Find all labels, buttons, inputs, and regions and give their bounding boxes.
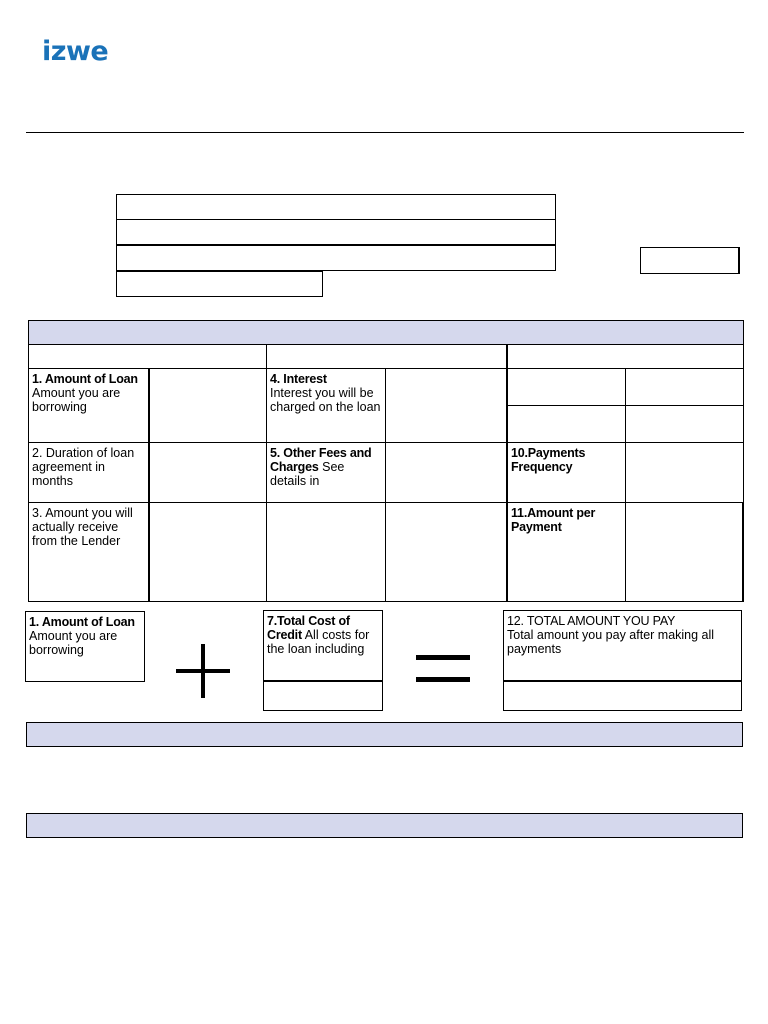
other-fees-title: 5. Other Fees and Charges <box>270 446 372 474</box>
interest-value[interactable] <box>385 368 507 443</box>
amount-receive-label <box>28 502 149 602</box>
info-field-2[interactable] <box>116 219 556 245</box>
other-fees-label <box>266 442 386 503</box>
other-fees-desc: See details in <box>270 460 345 488</box>
loan-table-header-band <box>28 320 744 345</box>
section-band-3 <box>26 813 743 838</box>
col3-row1b-left[interactable] <box>506 405 626 443</box>
info-field-3[interactable] <box>116 245 556 271</box>
amount-receive-desc: 3. Amount you will actually receive from the Lender <box>32 506 133 548</box>
summary-amount-of-loan-title: 1. Amount of Loan <box>29 615 135 629</box>
section-band-2 <box>26 722 743 747</box>
column-header-2 <box>266 344 507 369</box>
summary-total-pay-desc: Total amount you pay after making all payments <box>507 628 715 656</box>
col3-row1b-right[interactable] <box>625 405 744 443</box>
amount-of-loan-title: 1. Amount of Loan <box>32 372 138 386</box>
amount-of-loan-value[interactable] <box>148 368 267 443</box>
equals-sign-icon <box>416 655 470 685</box>
summary-total-pay-value[interactable] <box>503 681 742 711</box>
amount-of-loan-desc: Amount you are borrowing <box>32 386 121 414</box>
summary-total-pay-title: 12. TOTAL AMOUNT YOU PAY <box>507 614 676 628</box>
summary-total-cost-desc: All costs for the loan including <box>267 628 370 656</box>
duration-label <box>28 442 149 503</box>
summary-amount-of-loan <box>25 611 145 682</box>
info-field-4[interactable] <box>116 271 323 297</box>
summary-total-cost <box>263 610 383 681</box>
summary-total-pay <box>503 610 742 681</box>
interest-title: 4. Interest <box>270 372 327 386</box>
payments-frequency-value[interactable] <box>625 442 744 503</box>
header-divider <box>26 132 744 133</box>
summary-total-cost-title: 7.Total Cost of Credit <box>267 614 350 642</box>
col3-row1a-right[interactable] <box>625 368 744 406</box>
izwe-logo: izwe <box>42 36 109 67</box>
column-header-3 <box>506 344 744 369</box>
payments-frequency-title: 10.Payments Frequency <box>511 446 586 474</box>
interest-label <box>266 368 386 443</box>
plus-sign-icon <box>176 644 230 698</box>
info-field-1[interactable] <box>116 194 556 220</box>
duration-value[interactable] <box>148 442 267 503</box>
interest-desc: Interest you will be charged on the loan <box>270 386 381 414</box>
amount-per-payment-value[interactable] <box>625 502 744 602</box>
amount-per-payment-title: 11.Amount per Payment <box>511 506 596 534</box>
summary-total-cost-value[interactable] <box>263 681 383 711</box>
row3-col2-right[interactable] <box>385 502 507 602</box>
summary-amount-of-loan-desc: Amount you are borrowing <box>29 629 118 657</box>
amount-receive-value[interactable] <box>148 502 267 602</box>
other-fees-value[interactable] <box>385 442 507 503</box>
column-header-1 <box>28 344 267 369</box>
row3-col2-left[interactable] <box>266 502 386 602</box>
duration-desc: 2. Duration of loan agreement in months <box>32 446 135 488</box>
amount-of-loan-label <box>28 368 149 443</box>
col3-row1a-left[interactable] <box>506 368 626 406</box>
payments-frequency-label <box>506 442 626 503</box>
reference-field[interactable] <box>640 247 740 274</box>
amount-per-payment-label <box>506 502 626 602</box>
